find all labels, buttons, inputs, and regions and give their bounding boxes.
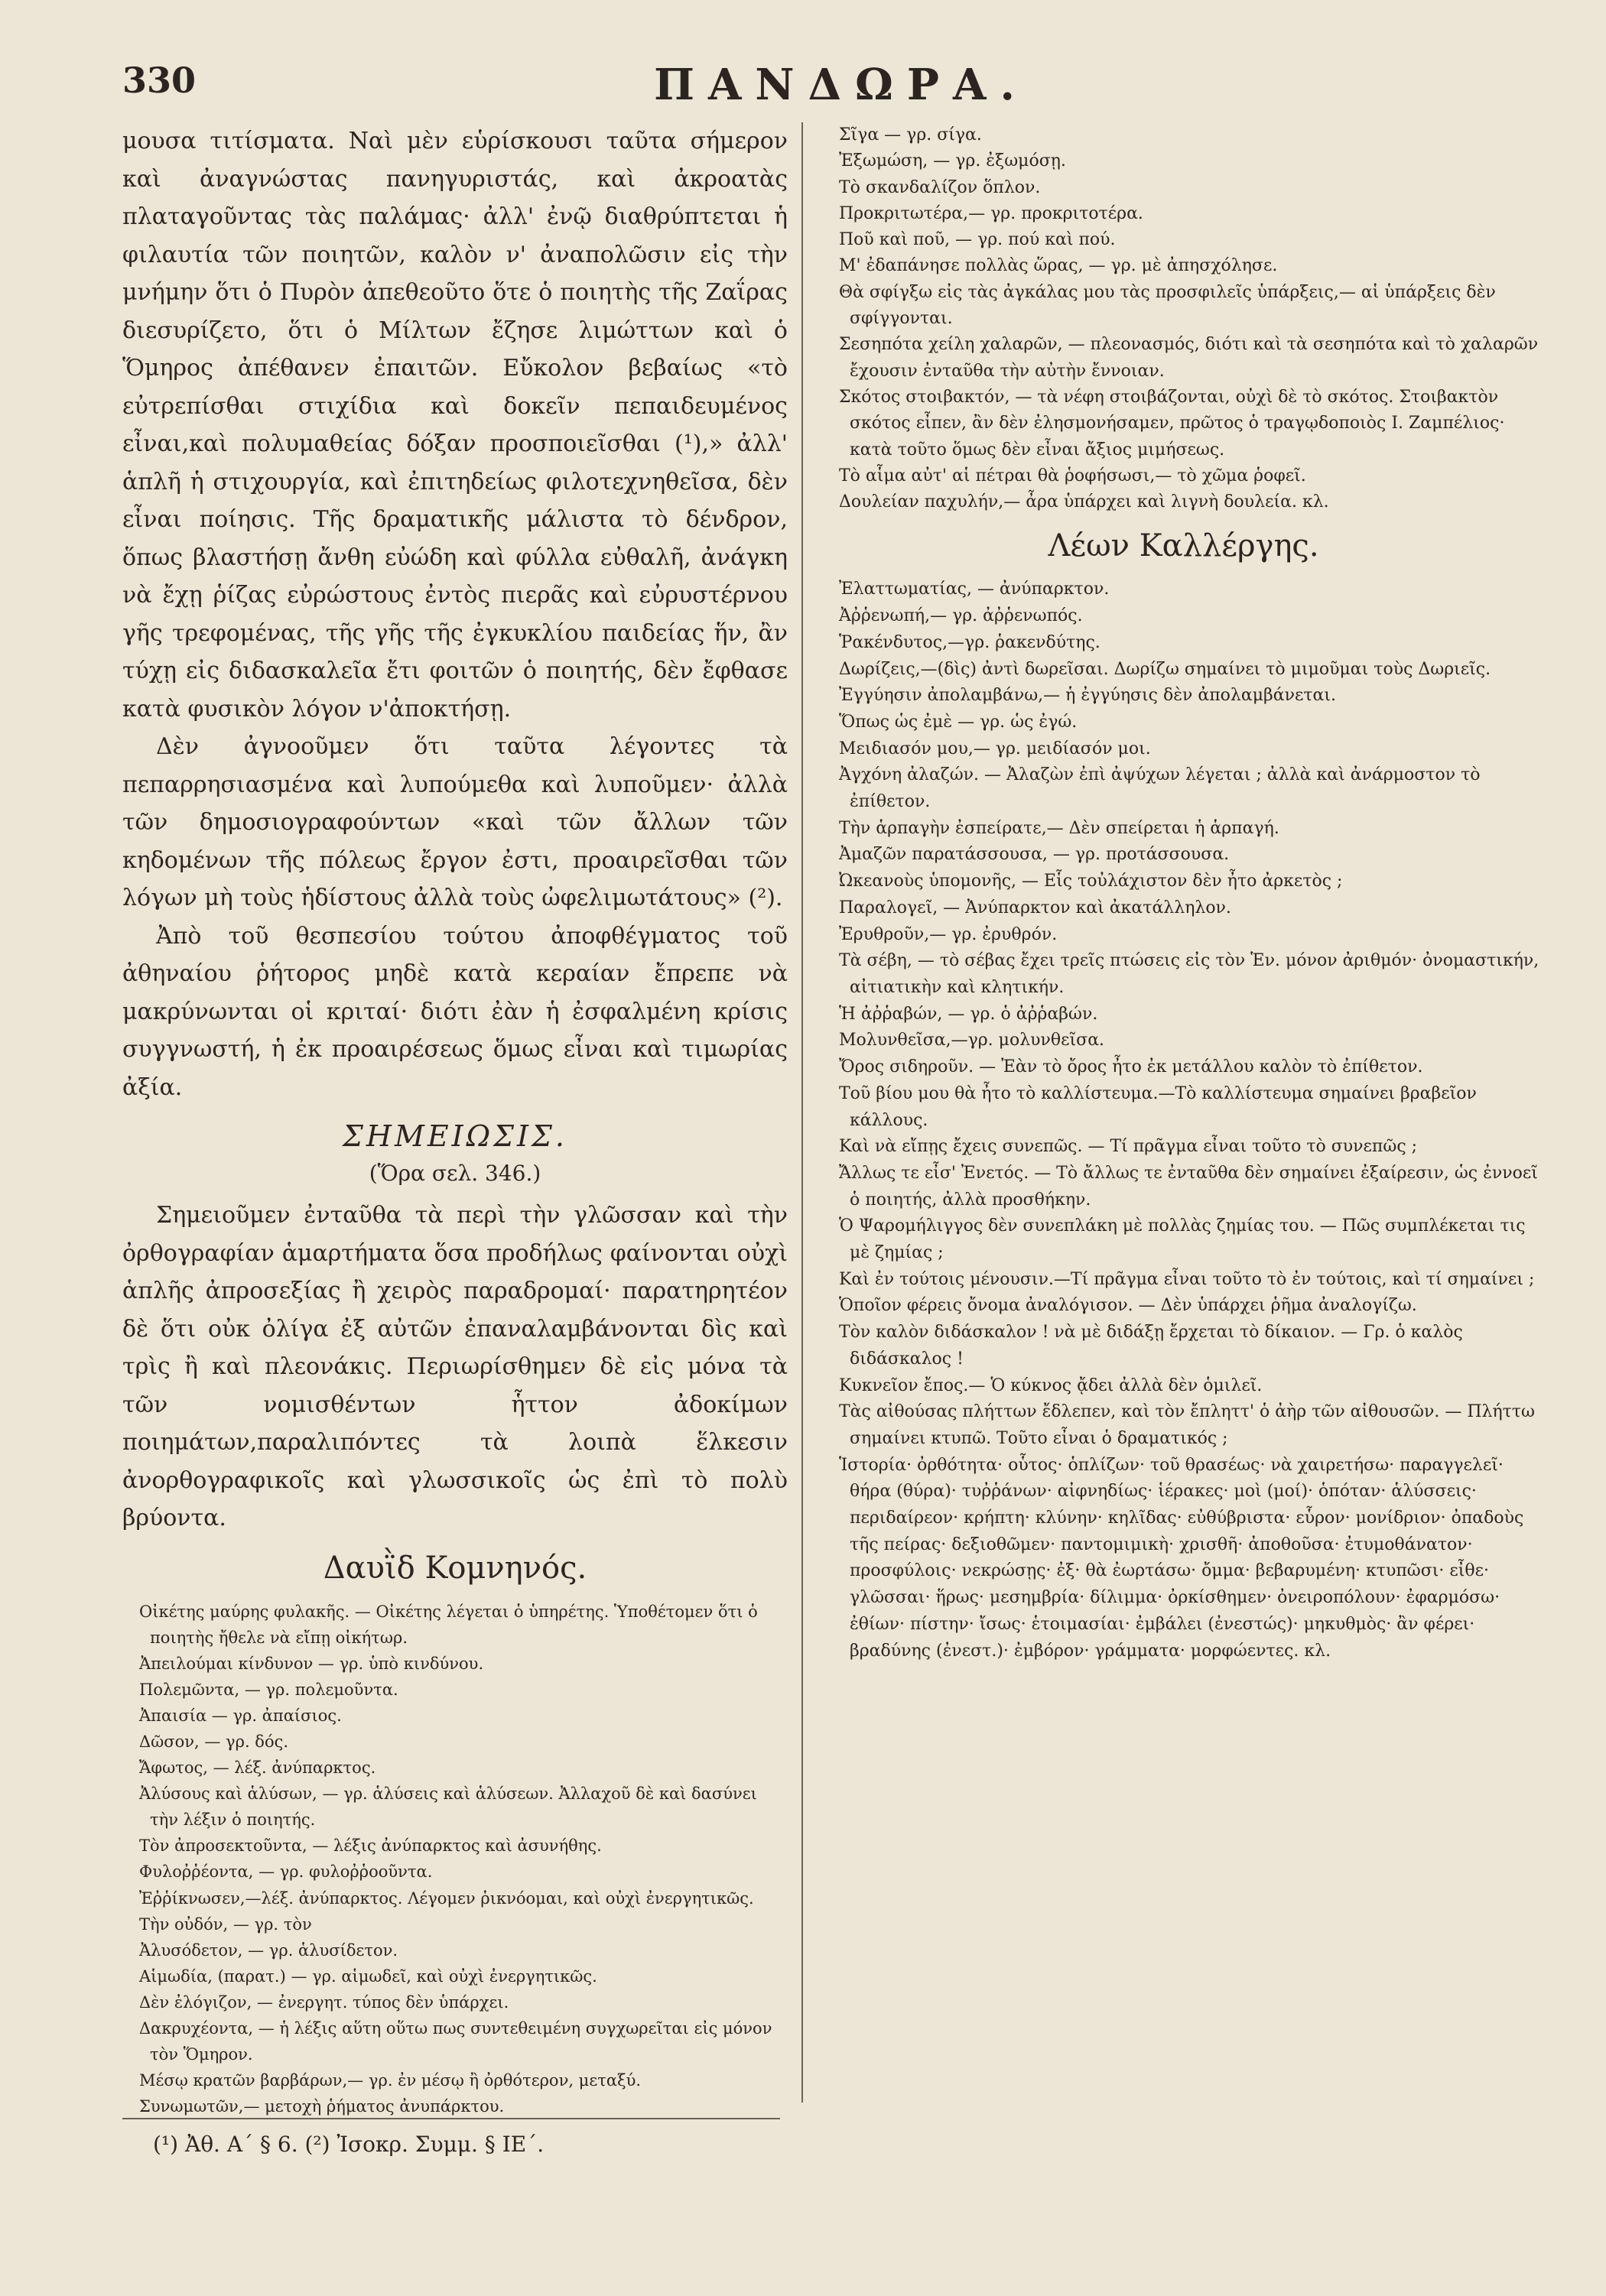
errata-entry: Ἡ ἀῤῥαβών, — γρ. ὁ ἀῤῥαβών. [839,1004,1098,1024]
errata-entry: Τὸν καλὸν διδάσκαλον ! νὰ μὲ διδάξῃ ἔρχεται τὸ δίκαιον. — Γρ. ὁ καλὸς διδάσκαλος ! [839,1323,1463,1369]
errata-entry: Προκριτωτέρα,— γρ. προκριτοτέρα. [839,203,1143,223]
errata-entry: Καὶ νὰ εἴπῃς ἔχεις συνεπῶς. — Τί πρᾶγμα εἶναι τοῦτο τὸ συνεπῶς ; [839,1137,1418,1157]
errata-entry: Ἱστορία· ὀρθότητα· οὗτος· ὁπλίζων· τοῦ θρασέως· νὰ χαιρετήσω· παραγγελεῖ· θήρα (θύρα)· τυῤῥάνων· αἰφνηδίως· ἱέρακες· μοὶ (μοί)· ὁπόταν· ἁλύσσεις· περιδαίρεον· κρήπτη· κλύνην· κηλῖδας· εὐθύβριστα· εὗρον· μονίδριον· ὀπαδοὺς τῆς πείρας· δεξιοθῶμεν· παντομιμικὴ· χρισθῆ· ἀποθοῦσα· ἐτυμοθάνατον· προσφύλοις· νεκρώσῃς· ἐξ· θὰ ἐωρτάσω· ὄμμα· βεβαρυμένη· κτυπῶσι· εἶθε· γλῶσσαι· ἥρως· μεσημβρία· δίλιμμα· ὀρκίσθημεν· ὀνειροπόλουν· ἐφαρμόσω· ἐθίων· πίστην· ἴσως· ἑτοιμασίαι· ἐμβάλει (ἐνεστώς)· μηκυθμὸς· ἂν φέρει· βραδύνης (ἐνεστ.)· ἐμβόρον· γράμματα· μορφώεντες. κλ. [839,1455,1524,1661]
errata-entry: Δωρίζεις,—(δὶς) ἀντὶ δωρεῖσαι. Δωρίζω σημαίνει τὸ μιμοῦμαι τοὺς Δωριεῖς. [839,659,1491,679]
errata-entry: Ἀῤῥενωπή,— γρ. ἀῤῥενωπός. [839,606,1083,626]
errata-entry: Τὸ αἷμα αὐτ' αἱ πέτραι θὰ ῥοφήσωσι,— τὸ χῶμα ῥοφεῖ. [839,466,1306,486]
errata-entry: Τὴν οὐδόν, — γρ. τὸν [139,1914,312,1934]
errata-entry: Σκότος στοιβακτόν, — τὰ νέφη στοιβάζονται, οὐχὶ δὲ τὸ σκότος. Στοιβακτὸν σκότος εἶπεν, ἂν δὲν ἐλησμονήσαμεν, πρῶτος ὁ τραγῳδοποιὸς Ι. Ζαμπέλιος· κατὰ τοῦτο ὅμως δὲν εἶναι ἄξιος μιμήσεως. [839,387,1505,460]
errata-entry: Ἐγγύησιν ἀπολαμβάνω,— ἡ ἐγγύησις δὲν ἀπολαμβάνεται. [839,686,1337,706]
errata-list-continued [822,122,1545,515]
errata-entry: Δακρυχέοντα, — ἡ λέξις αὕτη οὕτω πως συντεθειμένη συγχωρεῖται εἰς μόνον τὸν Ὅμηρον. [139,2019,772,2064]
journal-title: ΠΑΝΔΩΡΑ. [654,60,1029,110]
errata-entry: Δῶσον, — γρ. δός. [139,1732,289,1751]
errata-entry: Μ' ἐδαπάνησε πολλὰς ὥρας, — γρ. μὲ ἀπησχόλησε. [839,256,1278,276]
errata-entry: Ποῦ καὶ ποῦ, — γρ. πού καὶ πού. [839,230,1116,250]
errata-entry: Δουλείαν παχυλήν,— ἆρα ὑπάρχει καὶ λιγνὴ δουλεία. κλ. [839,492,1329,512]
errata-entry: Ὄρος σιδηροῦν. — Ἐὰν τὸ ὄρος ἦτο ἐκ μετάλλου καλὸν τὸ ἐπίθετον. [839,1057,1423,1077]
footnote-divider [122,2118,780,2119]
errata-entry: Ἀμαζῶν παρατάσσουσα, — γρ. προτάσσουσα. [839,845,1230,865]
errata-entry: Ἐλαττωματίας, — ἀνύπαρκτον. [839,580,1110,599]
errata-entry: Παραλογεῖ, — Ἀνύπαρκτον καὶ ἀκατάλληλον. [839,898,1231,917]
errata-entry: Οἰκέτης μαύρης φυλακῆς. — Οἰκέτης λέγεται ὁ ὑπηρέτης. Ὑποθέτομεν ὅτι ὁ ποιητὴς ἤθελε νὰ εἴπῃ οἰκήτωρ. [139,1602,758,1647]
errata-entry: Ἀγχόνη ἀλαζών. — Ἀλαζὼν ἐπὶ ἀψύχων λέγεται ; ἀλλὰ καὶ ἀνάρμοστον τὸ ἐπίθετον. [839,765,1481,812]
errata-entry: Τὰ σέβη, — τὸ σέβας ἔχει τρεῖς πτώσεις εἰς τὸν Ἑν. μόνον ἀριθμόν· ὀνομαστικήν, αἰτιατικὴν καὶ κλητικήν. [839,951,1539,997]
errata-entry: Σεσηπότα χείλη χαλαρῶν, — πλεονασμός, διότι καὶ τὰ σεσηπότα καὶ τὸ χαλαρῶν ἔχουσιν ἐνταῦθα τὴν αὐτὴν ἔννοιαν. [839,335,1539,381]
errata-entry: Ἀλύσους καὶ ἁλύσων, — γρ. ἁλύσεις καὶ ἁλύσεων. Ἀλλαχοῦ δὲ καὶ δασύνει τὴν λέξιν ὁ ποιητής. [139,1785,757,1830]
errata-entry: Ἐξωμώση, — γρ. ἐξωμόσῃ. [839,151,1066,171]
errata-entry: Τὴν ἁρπαγὴν ἐσπείρατε,— Δὲν σπείρεται ἡ ἁρπαγή. [839,818,1279,838]
author-heading: Δαυῒδ Κομνηνός. [323,1550,587,1586]
errata-entry: Δὲν ἐλόγιζον, — ἐνεργητ. τύπος δὲν ὑπάρχει. [139,1992,509,2012]
errata-list [822,576,1545,1664]
notes-title: ΣΗΜΕΙΩΣΙΣ. [343,1119,567,1153]
errata-entry: Ἐρυθροῦν,— γρ. ἐρυθρόν. [839,924,1058,944]
errata-entry: Μολυνθεῖσα,—γρ. μολυνθεῖσα. [839,1031,1105,1051]
body-paragraph: μουσα τιτίσματα. Ναὶ μὲν εὑρίσκουσι ταῦτα σήμερον καὶ ἀναγνώστας πανηγυριστάς, καὶ ἀκροατὰς πλαταγοῦντας τὰς παλάμας· ἀλλ' ἐνῷ διαθρύπτεται ἡ φιλαυτία τῶν ποιητῶν, καλὸν ν' ἀναπολῶσιν εἰς τὴν μνήμην ὅτι ὁ Πυρὸν ἀπεθεοῦτο ὅτε ὁ ποιητὴς τῆς Ζαΐρας διεσυρίζετο, ὅτι ὁ Μίλτων ἔζησε λιμώττων καὶ ὁ Ὅμηρος ἀπέθανεν ἐπαιτῶν. Εὔκολον βεβαίως «τὸ εὐτρεπίσθαι στιχίδια καὶ δοκεῖν πεπαιδευμένος εἶναι,καὶ πολυμαθείας δόξαν προσποιεῖσθαι (¹),» ἀλλ' ἁπλῆ ἡ στιχουργία, καὶ ἐπιτηδείως φιλοτεχνηθεῖσα, δὲν εἶναι ποίησις. Τῆς δραματικῆς μάλιστα τὸ δένδρον, ὅπως βλαστήσῃ ἄνθη εὐώδη καὶ φύλλα εὐθαλῆ, ἀνάγκη νὰ ἔχῃ ῥίζας εὐρώστους ἐντὸς πιερᾶς καὶ εὐρυστέρνου γῆς τρεφομένας, τῆς γῆς τῆς ἐγκυκλίου παιδείας ἥν, ἂν τύχῃ εἰς διδασκαλεῖα ἔτι φοιτῶν ὁ ποιητής, δὲν ἔφθασε κατὰ φυσικὸν λόγον ν'ἀποκτήσῃ. [122,128,788,723]
errata-entry: Αἱμωδία, (παρατ.) — γρ. αἱμωδεῖ, καὶ οὐχὶ ἐνεργητικῶς. [139,1966,597,1986]
errata-entry: Θὰ σφίγξω εἰς τὰς ἀγκάλας μου τὰς προσφιλεῖς ὑπάρξεις,— αἱ ὑπάρξεις δὲν σφίγγονται. [839,282,1496,329]
errata-entry: Ὠκεανοὺς ὑπομονῆς, — Εἷς τοὐλάχιστον δὲν ἦτο ἀρκετὸς ; [839,872,1343,891]
errata-entry: Ἀπαισία — γρ. ἀπαίσιος. [139,1706,342,1725]
errata-entry: Κυκνεῖον ἔπος.— Ὁ κύκνος ᾄδει ἀλλὰ δὲν ὁμιλεῖ. [839,1375,1263,1395]
errata-entry: Τὸν ἀπροσεκτοῦντα, — λέξις ἀνύπαρκτος καὶ ἀσυνήθης. [139,1836,602,1856]
body-paragraph: Δὲν ἀγνοοῦμεν ὅτι ταῦτα λέγοντες τὰ πεπαρρησιασμένα καὶ λυπούμεθα καὶ λυποῦμεν· ἀλλὰ τῶν δημοσιογραφούντων «καὶ τῶν ἄλλων τῶν κηδομένων τῆς πόλεως ἔργον ἐστι, προαιρεῖσθαι τῶν λόγων μὴ τοὺς ἡδίστους ἀλλὰ τοὺς ὠφελιμωτάτους» (²). [122,733,788,911]
errata-entry: Τοῦ βίου μου θὰ ἦτο τὸ καλλίστευμα.—Τὸ καλλίστευμα σημαίνει βραβεῖον κάλλους. [839,1083,1477,1130]
body-paragraph: Ἀπὸ τοῦ θεσπεσίου τούτου ἀποφθέγματος τοῦ ἀθηναίου ῥήτορος μηδὲ κατὰ κεραίαν ἔπρεπε νὰ μακρύνωνται οἱ κριταί· διότι ἐὰν ἡ ἐσφαλμένη κρίσις συγγνωστή, ἡ ἐκ προαιρέσεως ὅμως εἶναι καὶ τιμωρίας ἀξία. [122,922,788,1101]
page-header [122,60,1560,121]
errata-entry: Μειδιασόν μου,— γρ. μειδίασόν μοι. [839,739,1151,758]
column-divider [801,122,803,2103]
errata-entry: Ὅπως ὡς ἐμὲ — γρ. ὡς ἐγώ. [839,712,1078,732]
notes-paragraph: Σημειοῦμεν ἐνταῦθα τὰ περὶ τὴν γλῶσσαν καὶ τὴν ὀρθογραφίαν ἁμαρτήματα ὅσα προδήλως φαίνονται οὐχὶ ἁπλῆς ἀπροσεξίας ἢ χειρὸς παραδρομαί· παρατηρητέον δὲ ὅτι οὐκ ὀλίγα ἐξ αὐτῶν ἐπαναλαμβάνονται δὶς καὶ τρὶς ἢ καὶ πλεονάκις. Περιωρίσθημεν δὲ εἰς μόνα τὰ τῶν νομισθέντων ἧττον ἀδοκίμων ποιημάτων,παραλιπόντες τὰ λοιπὰ ἕλκεσιν ἀνορθογραφικοῖς καὶ γλωσσικοῖς ὡς ἐπὶ τὸ πολὺ βρύοντα. [122,1202,788,1531]
errata-entry: Ῥακένδυτος,—γρ. ῥακενδύτης. [839,632,1100,652]
page-number: 330 [122,60,197,101]
errata-entry: Σῖγα — γρ. σίγα. [839,125,982,145]
notes-reference: (Ὅρα σελ. 346.) [369,1161,541,1186]
errata-entry: Τὸ σκανδαλίζον ὅπλον. [839,177,1041,197]
errata-entry: Μέσῳ κρατῶν βαρβάρων,— γρ. ἐν μέσῳ ἢ ὀρθότερον, μεταξύ. [139,2071,642,2090]
errata-entry: Συνωμωτῶν,— μετοχὴ ῥήματος ἀνυπάρκτου. [139,2097,505,2116]
right-column [822,122,1545,2103]
errata-entry: Ὁ Ψαρομήλιγγος δὲν συνεπλάκη μὲ πολλὰς ζημίας του. — Πῶς συμπλέκεται τις μὲ ζημίας ; [839,1216,1526,1263]
errata-entry: Ὁποῖον φέρεις ὄνομα ἀναλόγισον. — Δὲν ὑπάρχει ῥῆμα ἀναλογίζω. [839,1296,1417,1316]
errata-entry: Ἄφωτος, — λέξ. ἀνύπαρκτος. [139,1759,376,1778]
footnotes: (¹) Ἀθ. Α΄ § 6. (²) Ἰσοκρ. Συμμ. § ΙΕ΄. [153,2132,545,2157]
errata-list [122,1599,788,2120]
errata-entry: Πολεμῶντα, — γρ. πολεμοῦντα. [139,1680,398,1699]
errata-entry: Καὶ ἐν τούτοις μένουσιν.—Τί πρᾶγμα εἶναι τοῦτο τὸ ἐν τούτοις, καὶ τί σημαίνει ; [839,1269,1535,1289]
errata-entry: Ἀλυσόδετον, — γρ. ἁλυσίδετον. [139,1940,398,1960]
errata-entry: Τὰς αἰθούσας πλήττων ἔδλεπεν, καὶ τὸν ἔπληττ' ὁ ἀὴρ τῶν αἰθουσῶν. — Πλήττω σημαίνει κτυπῶ. Τοῦτο εἶναι ὁ δραματικός ; [839,1402,1535,1448]
errata-entry: Φυλοῤῥέοντα, — γρ. φυλοῤῥοοῦντα. [139,1862,433,1882]
author-heading: Λέων Καλλέργης. [1048,528,1319,564]
errata-entry: Ἀπειλούμαι κίνδυνον — γρ. ὑπὸ κινδύνου. [139,1654,484,1673]
left-column [122,122,788,2116]
errata-entry: Ἄλλως τε εἶσ' Ἐνετός. — Τὸ ἄλλως τε ἐνταῦθα δὲν σημαίνει ἐξαίρεσιν, ὡς ἐννοεῖ ὁ ποιητής, ἀλλὰ προσθήκην. [839,1163,1538,1210]
errata-entry: Ἐῤῥίκνωσεν,—λέξ. ἀνύπαρκτος. Λέγομεν ῥικνόομαι, καὶ οὐχὶ ἐνεργητικῶς. [139,1888,754,1908]
